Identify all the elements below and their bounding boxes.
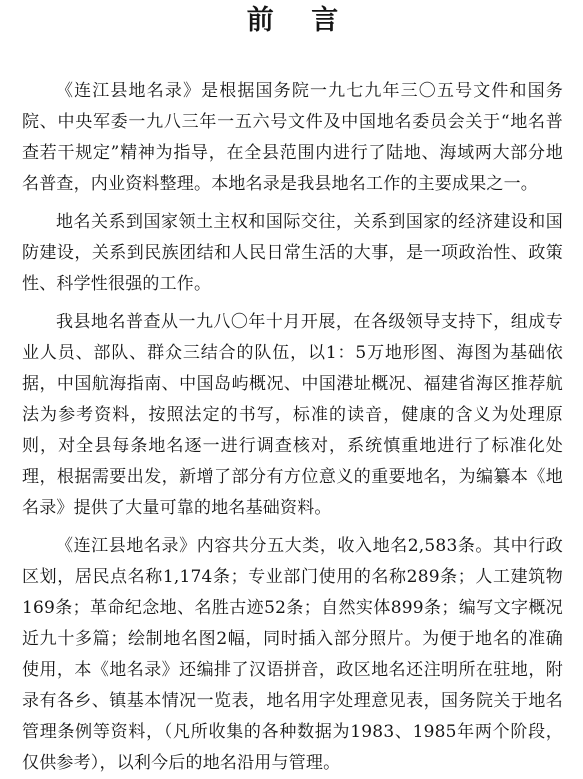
page-title: 前 言 <box>246 5 353 36</box>
paragraph-2: 地名关系到国家领土主权和国际交往，关系到国家的经济建设和国防建设，关系到民族团结和人民日常生活的大事，是一项政治性、政策性、科学性很强的工作。 <box>22 212 563 294</box>
paragraph-3: 我县地名普查从一九八〇年十月开展，在各级领导支持下，组成专业人员、部队、群众三结合的队伍，以1：5万地形图、海图为基础依据，中国航海指南、中国岛屿概况、中国港址概况、福建省海区推荐航法为参考资料，按照法定的书写，标准的读音，健康的含义为处理原则，对全县每条地名逐一进行调查核对，系统慎重地进行了标准化处理，根据需要出发，新增了部分有方位意义的重要地名，为编纂本《地名录》提供了大量可靠的地名基础资料。 <box>22 312 563 518</box>
paragraph-4: 《连江县地名录》内容共分五大类，收入地名2,583条。其中行政区划，居民点名称1,174条；专业部门使用的名称289条；人工建筑物169条；革命纪念地、名胜古迹52条；自然实体899条；编写文字概况近九十多篇；绘制地名图2幅，同时插入部分照片。为便于地名的准确使用，本《地名录》还编排了汉语拼音，政区地名还注明所在驻地，附录有各乡、镇基本情况一览表，地名用字处理意见表，国务院关于地名管理条例等资料，（凡所收集的各种数据为1983、1985年两个阶段，仅供参考），以利今后的地名沿用与管理。 <box>22 536 563 773</box>
paragraph-1: 《连江县地名录》是根据国务院一九七九年三〇五号文件和国务院、中央军委一九八三年一五六号文件及中国地名委员会关于“地名普查若干规定”精神为指导，在全县范围内进行了陆地、海域两大部分地名普查，内业资料整理。本地名录是我县地名工作的主要成果之一。 <box>22 81 563 194</box>
